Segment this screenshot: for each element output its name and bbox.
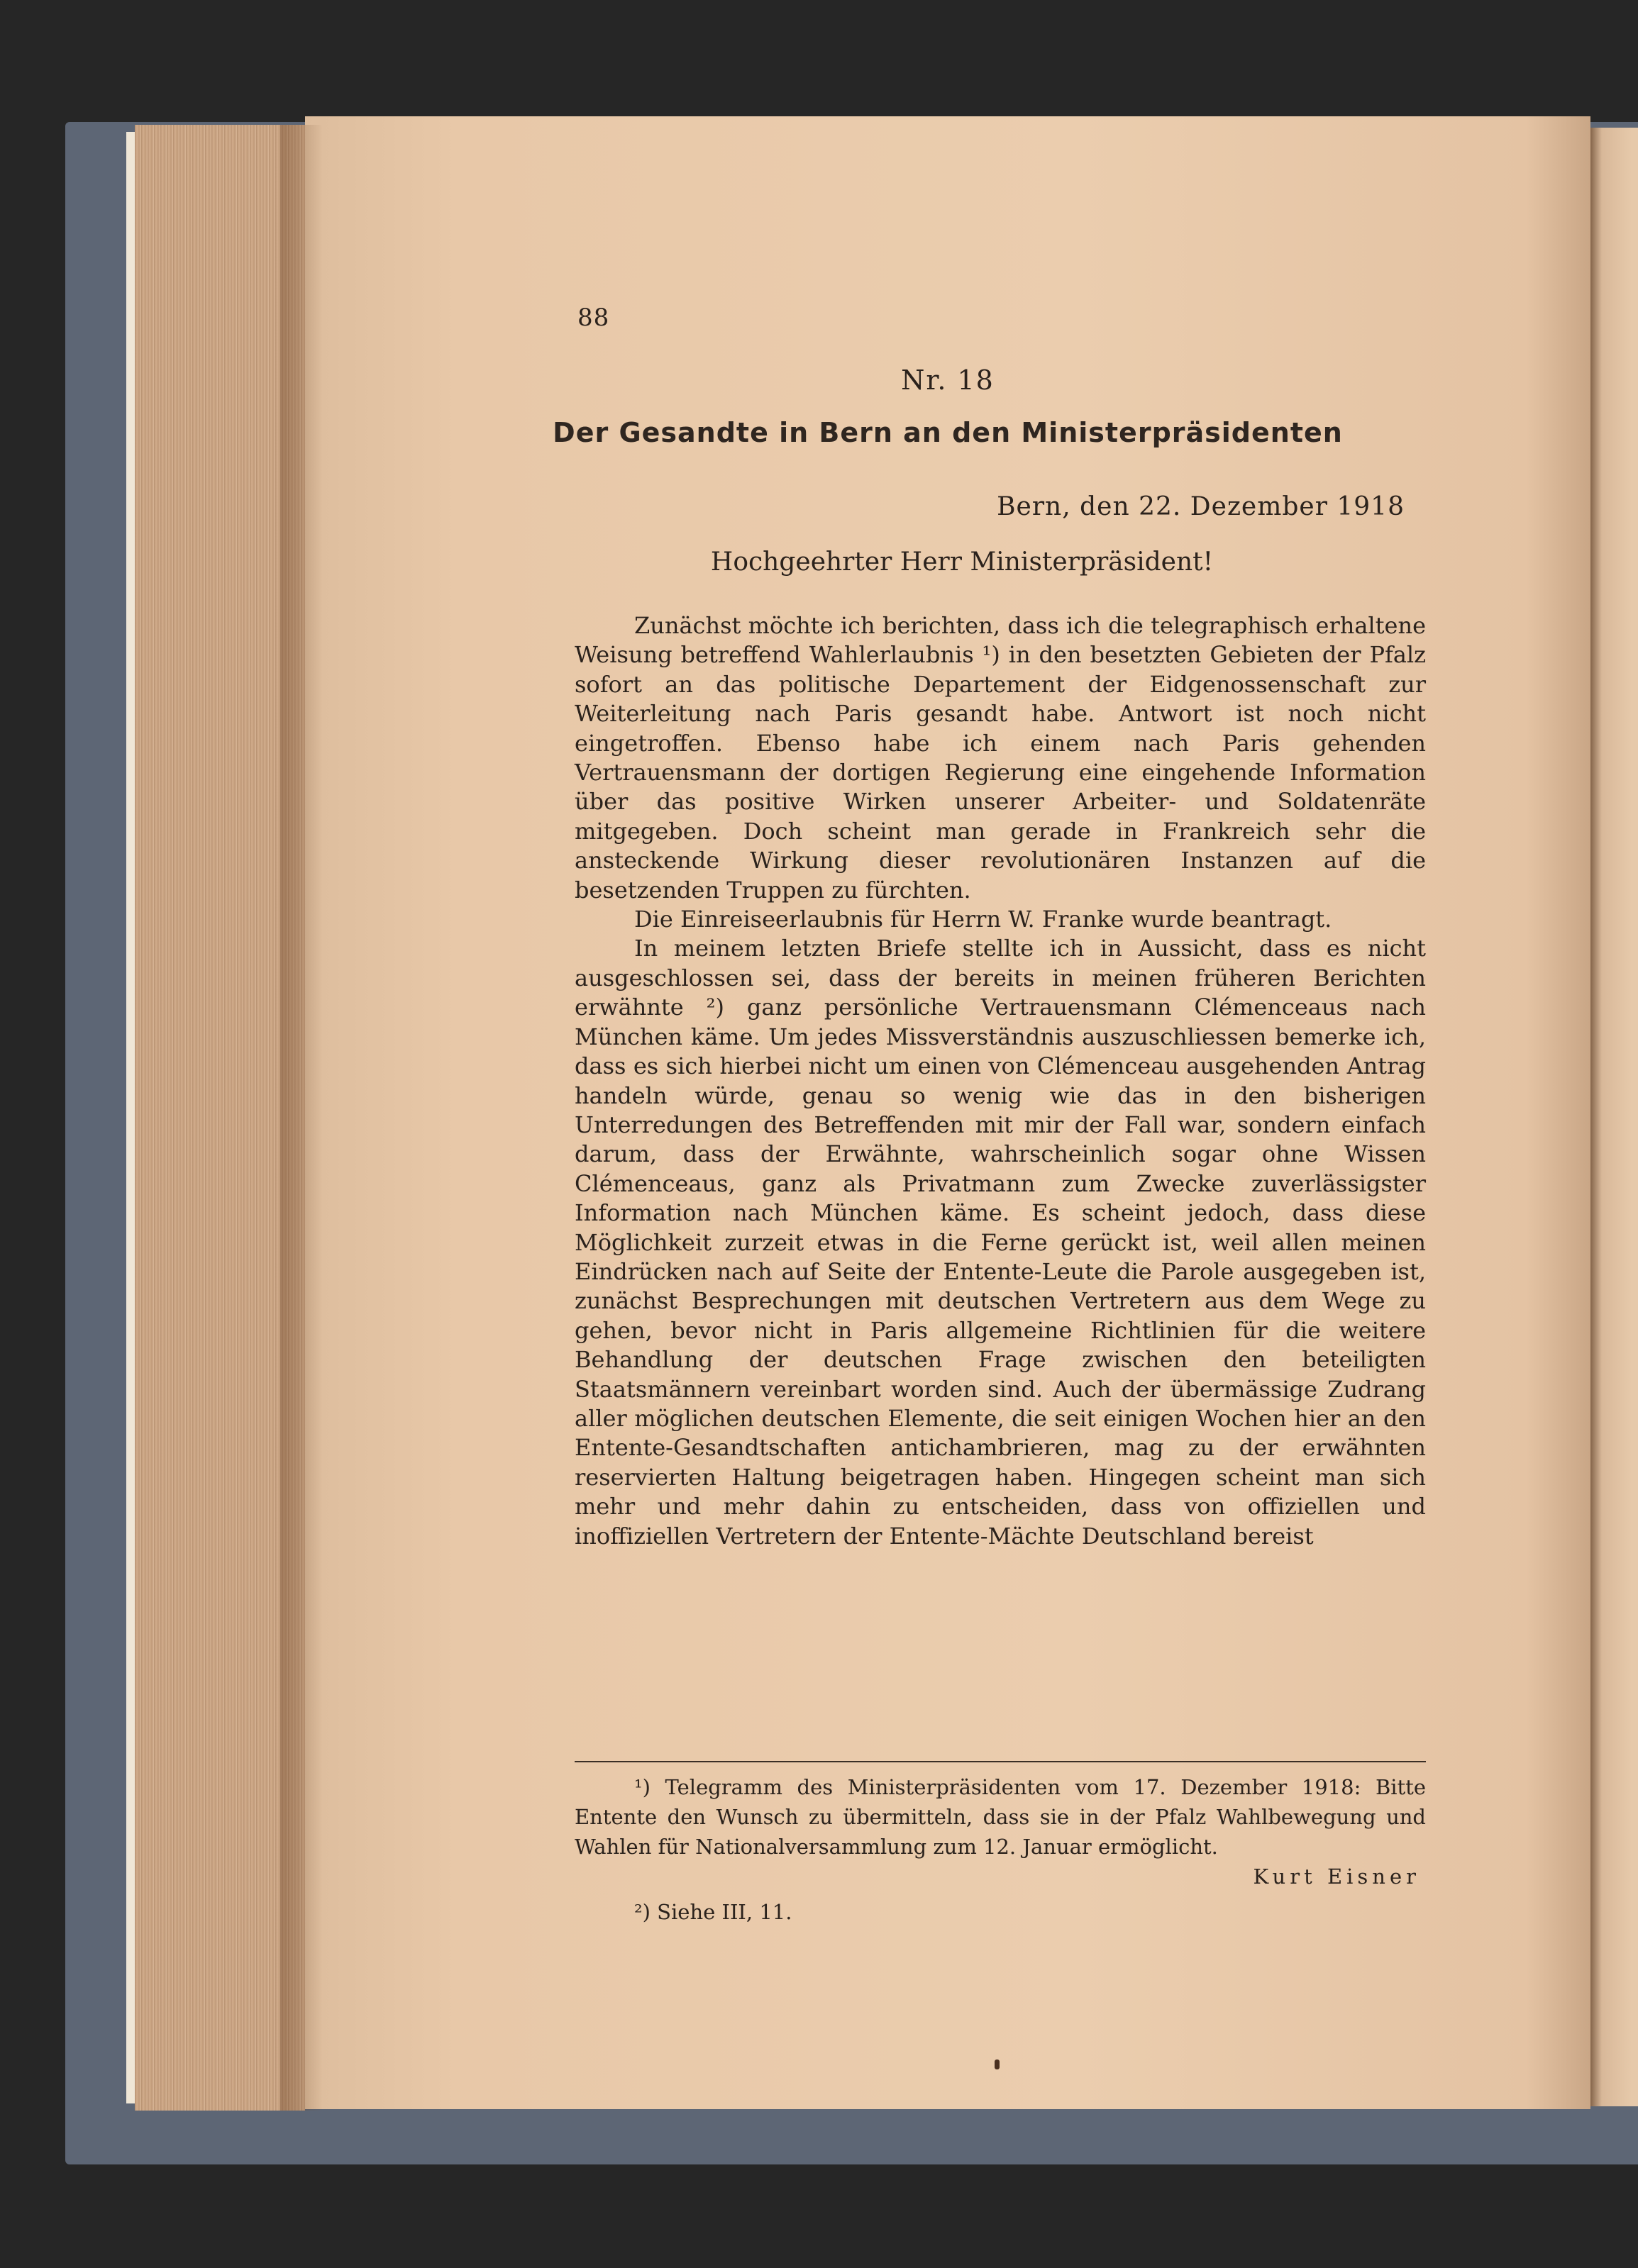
facing-page-edge (1589, 128, 1638, 2106)
footnote-1: ¹) Telegramm des Ministerpräsidenten vom 17. Dezember 1918: Bitte Entente den Wunsch zu übermitteln, dass sie in der Pfalz Wahlbewegung und Wahlen für Nationalversammlung zum 12. Januar ermöglicht. (575, 1775, 1426, 1859)
dateline: Bern, den 22. Dezember 1918 (997, 492, 1405, 521)
footnote-2: ²) Siehe III, 11. (634, 1900, 792, 1924)
letter-body (575, 611, 1426, 1551)
body-paragraph: In meinem letzten Briefe stellte ich in Aussicht, dass es nicht ausgeschlossen sei, dass der bereits in meinen früheren Berichten erwähnte ²) ganz persönliche Vertrauensmann Clémenceaus nach München käme. Um jedes Missverständnis auszuschliessen bemerke ich, dass es sich hierbei nicht um einen von Clémenceau ausgehenden Antrag handeln würde, genau so wenig wie das in den bisherigen Unterredungen des Betreffenden mit mir der Fall war, sondern einfach darum, dass der Erwähnte, wahrscheinlich sogar ohne Wissen Clémenceaus, ganz als Privatmann zum Zwecke zuverlässigster Information nach München käme. Es scheint jedoch, dass diese Möglichkeit zurzeit etwas in die Ferne gerückt ist, weil allen meinen Eindrücken nach auf Seite der Entente-Leute die Parole ausgegeben ist, zunächst Besprechungen mit deutschen Vertretern aus dem Wege zu gehen, bevor nicht in Paris allgemeine Richtlinien für die weitere Behandlung der deutschen Frage zwischen den beteiligten Staatsmännern vereinbart worden sind. Auch der übermässige Zudrang aller möglichen deutschen Elemente, die seit einigen Wochen hier an den Entente-Gesandtschaften antichambrieren, mag zu der erwähnten reservierten Haltung beigetragen haben. Hingegen scheint man sich mehr und mehr dahin zu entscheiden, dass von offiziellen und inoffiziellen Vertretern der Entente-Mächte Deutschland bereist (575, 935, 1426, 1550)
letter-heading: Der Gesandte in Bern an den Ministerpräsidenten (553, 417, 1343, 448)
page-number: 88 (577, 304, 610, 332)
body-paragraph: Zunächst möchte ich berichten, dass ich die telegraphisch erhaltene Weisung betreffend Wahlerlaubnis ¹) in den besetzten Gebieten der Pfalz sofort an das politische Departement der Eidgenossenschaft zur Weiterleitung nach Paris gesandt habe. Antwort ist noch nicht eingetroffen. Ebenso habe ich einem nach Paris gehenden Vertrauensmann der dortigen Regierung eine eingehende Information über das positive Wirken unserer Arbeiter- und Soldatenräte mitgegeben. Doch scheint man gerade in Frankreich sehr die ansteckende Wirkung dieser revolutionären Instanzen auf die besetzenden Truppen zu fürchten. (575, 612, 1426, 904)
salutation: Hochgeehrter Herr Ministerpräsident! (710, 547, 1214, 577)
book-page (305, 116, 1590, 2109)
page-edges-stack (135, 125, 305, 2111)
ink-speck (995, 2059, 1000, 2069)
footnotes (575, 1772, 1426, 1927)
document-number: Nr. 18 (901, 365, 995, 396)
footnote-signature: Kurt Eisner (1253, 1864, 1420, 1889)
gutter-shadow (280, 125, 323, 2111)
footnote-divider (575, 1761, 1426, 1762)
body-paragraph: Die Einreiseerlaubnis für Herrn W. Franke wurde beantragt. (634, 906, 1332, 933)
